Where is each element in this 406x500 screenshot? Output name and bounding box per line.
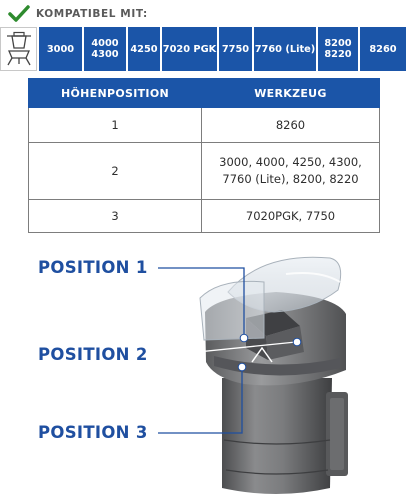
check-icon [8, 5, 30, 23]
compatibility-header [8, 4, 148, 24]
position-1-label: POSITION 1 [38, 258, 148, 277]
tool-cell [202, 108, 380, 143]
model-cell [316, 27, 358, 71]
model-cell [126, 27, 160, 71]
compatible-label: KOMPATIBEL MIT: [36, 8, 148, 20]
table-row [29, 108, 380, 143]
position-3-label: POSITION 3 [38, 423, 148, 442]
compatible-models-row [0, 27, 406, 71]
tool-cell [202, 143, 380, 200]
position-1-marker [240, 334, 248, 342]
model-label: 3000 [46, 43, 75, 55]
model-label: 4000 4300 [91, 38, 119, 60]
model-label: 7760 (Lite) [254, 43, 316, 55]
height-position-table [28, 78, 380, 233]
table-row [29, 200, 380, 233]
model-label: 4250 [130, 43, 158, 55]
model-label: 8200 8220 [324, 38, 352, 60]
attachment-illustration [0, 248, 406, 500]
position-3-marker [238, 363, 246, 371]
header-tool: WERKZEUG [202, 79, 380, 108]
model-label: 7750 [221, 43, 250, 55]
position-cell: 1 [29, 108, 202, 143]
model-cell [160, 27, 217, 71]
table-header-row [29, 79, 380, 108]
model-cell [82, 27, 126, 71]
tool-text: 8260 [275, 117, 306, 132]
position-cell: 2 [29, 143, 202, 200]
model-cell [217, 27, 252, 71]
tool-icon-cell [0, 27, 37, 71]
tool-text: 7020PGK, 7750 [245, 208, 336, 223]
position-cell: 3 [29, 200, 202, 233]
tool-text: 3000, 4000, 4250, 4300, 7760 (Lite), 8200, 8220 [219, 155, 362, 186]
model-cell [252, 27, 316, 71]
position-2-marker [293, 338, 301, 346]
header-height-position: HÖHENPOSITION [29, 79, 202, 108]
model-cell [37, 27, 82, 71]
tool-cell [202, 200, 380, 233]
model-cell [358, 27, 406, 71]
rotary-tool-icon [4, 31, 34, 67]
attachment-body [222, 378, 348, 494]
model-label: 7020 PGK [162, 43, 217, 55]
position-2-label: POSITION 2 [38, 345, 148, 364]
table-row [29, 143, 380, 200]
model-label: 8260 [369, 43, 397, 55]
